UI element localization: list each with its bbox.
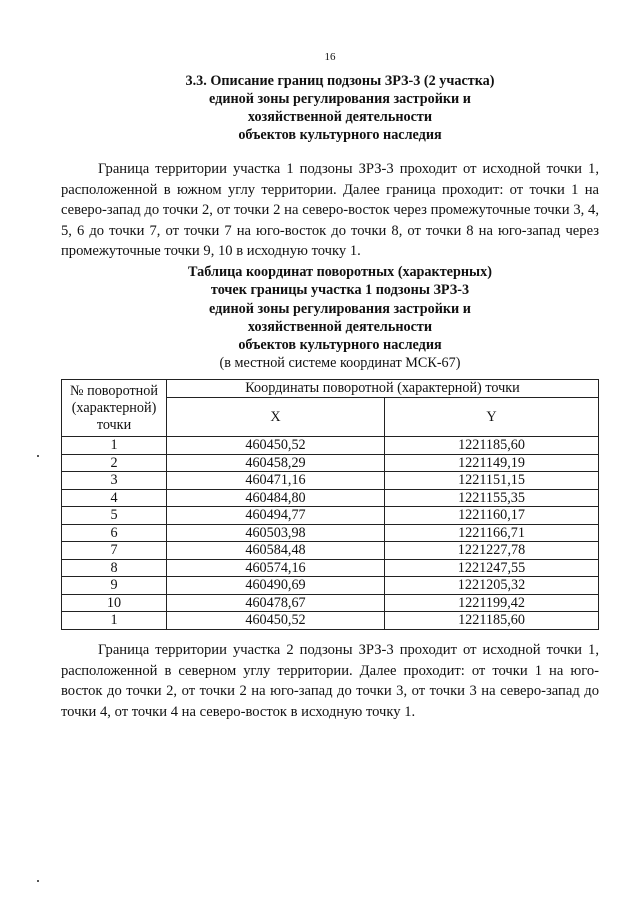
header-point-number [62, 380, 167, 437]
table-subtitle: (в местной системе координат МСК-67) [219, 355, 461, 372]
table-title [60, 263, 620, 373]
cell-y: 1221227,78 [385, 542, 599, 560]
cell-point: 7 [62, 542, 167, 560]
cell-x: 460503,98 [167, 524, 385, 542]
table-title-line: Таблица координат поворотных (характерных) [188, 264, 492, 280]
paragraph-area-2 [61, 640, 599, 722]
header-coordinates: Координаты поворотной (характерной) точки [167, 380, 599, 398]
paragraph-area-1 [61, 159, 599, 262]
table-title-line: точек границы участка 1 подзоны ЗРЗ-3 [210, 282, 470, 299]
paragraph-text: Граница территории участка 2 подзоны ЗРЗ-3 проходит от исходной точки 1, расположенной в северном углу территории. Далее проходит: от точки 1 на юго-восток до точки 2, от точки 2 на юго-запад до точки 3, от точки 3 на северо-запад до точки 4, от точки 4 на северо-восток в исходную точку 1. [61, 642, 599, 720]
cell-point: 4 [62, 489, 167, 507]
cell-x: 460494,77 [167, 507, 385, 525]
cell-y: 1221185,60 [385, 612, 599, 630]
cell-y: 1221151,15 [385, 472, 599, 490]
table-header-row [62, 380, 599, 398]
section-title-line: 3.3. Описание границ подзоны ЗРЗ-3 (2 участка) [185, 73, 495, 89]
cell-point: 1 [62, 612, 167, 630]
cell-y: 1221155,35 [385, 489, 599, 507]
cell-x: 460484,80 [167, 489, 385, 507]
scan-mark [37, 880, 39, 882]
cell-y: 1221199,42 [385, 594, 599, 612]
header-point-line: точки [96, 417, 132, 433]
table-row [62, 507, 599, 525]
cell-x: 460458,29 [167, 454, 385, 472]
table-title-line: единой зоны регулирования застройки и [209, 300, 471, 317]
paragraph-text: Граница территории участка 1 подзоны ЗРЗ-3 проходит от исходной точки 1, расположенной в южном углу территории. Далее граница проходит: от точки 1 на северо-запад до точки 2, от точки 2 на северо-восток через промежуточные точки 3, 4, 5, 6 до точки 7, от точки 7 на юго-восток до точки 8, от точки 8 на юго-запад через промежуточные точки 9, 10 в исходную точку 1. [61, 161, 599, 259]
cell-y: 1221247,55 [385, 559, 599, 577]
cell-x: 460574,16 [167, 559, 385, 577]
cell-point: 5 [62, 507, 167, 525]
coordinates-table [61, 379, 599, 630]
cell-x: 460450,52 [167, 612, 385, 630]
table-row [62, 454, 599, 472]
cell-y: 1221205,32 [385, 577, 599, 595]
cell-x: 460584,48 [167, 542, 385, 560]
table-row [62, 612, 599, 630]
cell-point: 1 [62, 437, 167, 455]
cell-point: 2 [62, 454, 167, 472]
table-title-line: объектов культурного наследия [238, 337, 442, 354]
cell-y: 1221160,17 [385, 507, 599, 525]
cell-y: 1221185,60 [385, 437, 599, 455]
page-number: 16 [324, 51, 336, 63]
table-row [62, 594, 599, 612]
header-point-line: (характерной) [71, 400, 157, 416]
cell-point: 8 [62, 559, 167, 577]
table-row [62, 437, 599, 455]
header-x: X [167, 398, 385, 437]
section-title-line: хозяйственной деятельности [247, 109, 433, 125]
table-row [62, 472, 599, 490]
cell-point: 10 [62, 594, 167, 612]
table-title-line: хозяйственной деятельности [247, 318, 433, 335]
cell-x: 460490,69 [167, 577, 385, 595]
scan-mark [37, 455, 39, 457]
cell-y: 1221166,71 [385, 524, 599, 542]
table-row [62, 559, 599, 577]
section-title [60, 72, 620, 144]
cell-y: 1221149,19 [385, 454, 599, 472]
cell-x: 460471,16 [167, 472, 385, 490]
table-row [62, 489, 599, 507]
table-row [62, 524, 599, 542]
cell-point: 6 [62, 524, 167, 542]
section-title-line: объектов культурного наследия [238, 127, 442, 143]
cell-x: 460478,67 [167, 594, 385, 612]
table-row [62, 542, 599, 560]
section-title-line: единой зоны регулирования застройки и [209, 91, 471, 107]
cell-point: 3 [62, 472, 167, 490]
header-point-line: № поворотной [70, 383, 158, 399]
cell-x: 460450,52 [167, 437, 385, 455]
header-y: Y [385, 398, 599, 437]
cell-point: 9 [62, 577, 167, 595]
table-row [62, 577, 599, 595]
